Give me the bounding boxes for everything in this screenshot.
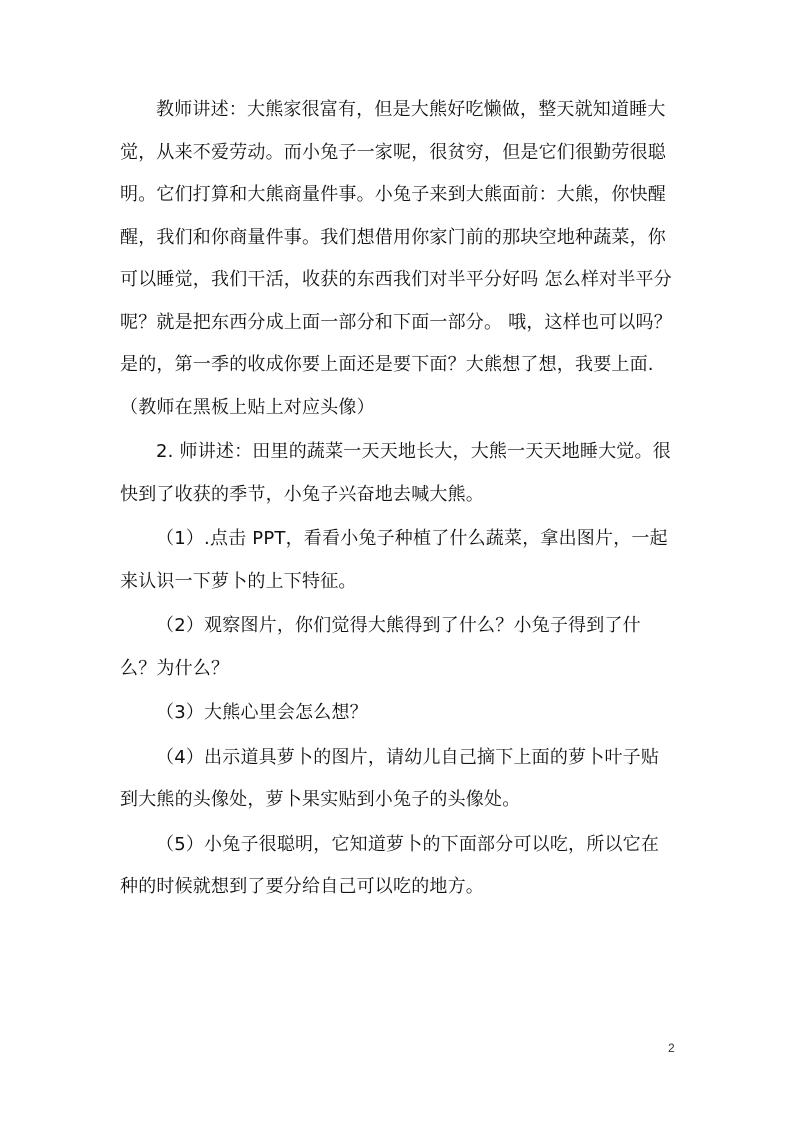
paragraph-step-2-1: （1）.点击 PPT，看看小兔子种植了什么蔬菜，拿出图片，一起来认识一下萝卜的上下特征。 xyxy=(120,528,668,592)
paragraph-step-2-3: （3）大熊心里会怎么想？ xyxy=(156,702,368,723)
paragraph-step-2-5: （5）小兔子很聪明，它知道萝卜的下面部分可以吃，所以它在种的时候就想到了要分给自己可以吃的地方。 xyxy=(120,833,660,897)
paragraph-step-2-4: （4）出示道具萝卜的图片，请幼儿自己摘下上面的萝卜叶子贴到大熊的头像处，萝卜果实贴到小兔子的头像处。 xyxy=(120,746,660,810)
paragraph-step-2: 2. 师讲述：田里的蔬菜一天天地长大，大熊一天天地睡大觉。很快到了收获的季节，小兔子兴奋地去喊大熊。 xyxy=(120,441,671,505)
page-number: 2 xyxy=(668,1041,675,1055)
paragraph-step-2-2: （2）观察图片，你们觉得大熊得到了什么？小兔子得到了什么？为什么？ xyxy=(120,615,641,679)
paragraph-teacher-narration: 教师讲述：大熊家很富有，但是大熊好吃懒做，整天就知道睡大觉，从来不爱劳动。而小兔子一家呢，很贫穷，但是它们很勤劳很聪明。它们打算和大熊商量件事。小兔子来到大熊面前：大熊，你快醒醒，我们和你商量件事。我们想借用你家门前的那块空地种蔬菜，你可以睡觉，我们干活，收获的东西我们对半平分好吗 怎么样对半平分呢？就是把东西分成上面一部分和下面一部分。 哦，这样也可以吗？是的，第一季的收成你要上面还是要下面？大熊想了想，我要上面.（教师在黑板上贴上对应头像） xyxy=(120,99,672,418)
document-body xyxy=(120,89,675,909)
